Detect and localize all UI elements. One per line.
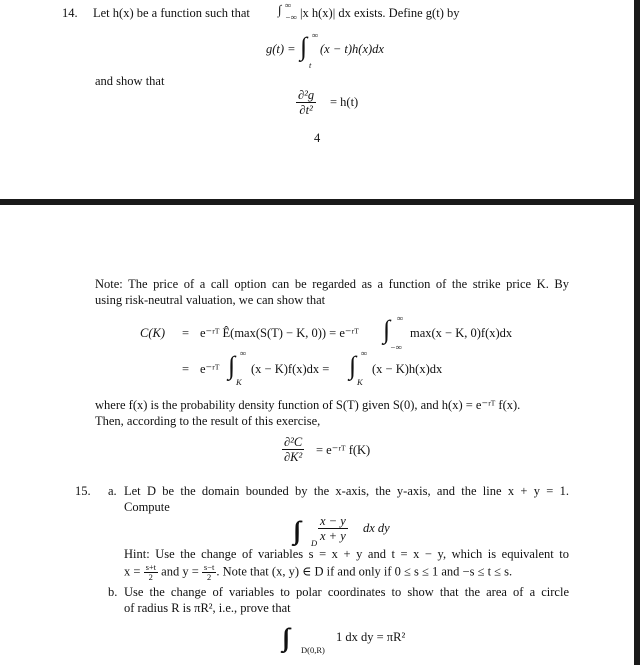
hint-line-1: Hint: Use the change of variables s = x + y and t = x − y, which is equivalent to <box>124 547 569 561</box>
part-a-fraction <box>318 514 348 543</box>
deriv-c-num: ∂²C <box>284 435 303 449</box>
deriv-c-den: ∂K² <box>284 450 303 464</box>
part-a-num: x − y <box>320 514 346 528</box>
part-a-label: a. <box>108 484 117 498</box>
deriv-g-rhs: = h(t) <box>330 95 359 109</box>
g-integral-sign: ∫ <box>300 32 308 61</box>
show-text: and show that <box>95 74 165 88</box>
problem-14-number: 14. <box>62 6 78 20</box>
where-line-1: where f(x) is the probability density function of S(T) given S(0), and h(x) = e⁻ʳᵀ f(x). <box>95 398 521 412</box>
eq1-upper: ∞ <box>397 313 404 323</box>
problem-14-intro-tail: |x h(x)| dx exists. Define g(t) by <box>300 6 460 20</box>
eq1-lower: −∞ <box>390 342 402 352</box>
part-a-domain: D <box>311 538 318 548</box>
eq2-b: (x − K)f(x)dx = <box>251 362 330 376</box>
deriv-g-den: ∂t² <box>299 103 313 117</box>
eq1-rhs: max(x − K, 0)f(x)dx <box>410 326 513 340</box>
g-def-rhs: (x − t)h(x)dx <box>320 42 384 56</box>
eq2-lower-2: K <box>357 377 363 387</box>
part-b-text-2: of radius R is πR², i.e., prove that <box>124 601 291 615</box>
deriv-g-num: ∂²g <box>298 88 315 102</box>
note-line-1: Note: The price of a call option can be regarded as a function of the strike price K. By <box>95 277 569 291</box>
hint-x-eq: x = <box>124 564 141 579</box>
page-number: 4 <box>314 131 321 145</box>
where-line-2: Then, according to the result of this exercise, <box>95 414 321 428</box>
part-b-double-integral: ∫∫ <box>282 623 285 652</box>
intro-int-lower: −∞ <box>285 12 297 22</box>
part-a-dxdy: dx dy <box>363 521 390 535</box>
hint-y-eq: and y = <box>161 564 199 579</box>
part-a-text: Let D be the domain bounded by the x-axis, the y-axis, and the line x + y = 1. <box>124 484 569 498</box>
hint-tail: . Note that (x, y) ∈ D if and only if 0 ≤ s ≤ 1 and −s ≤ t ≤ s. <box>216 564 513 579</box>
part-a-den: x + y <box>320 529 346 543</box>
eq1-lhs: C(K) <box>140 326 165 340</box>
part-b-rhs: 1 dx dy = πR² <box>336 630 406 644</box>
eq1-integral-sign: ∫ <box>383 315 391 344</box>
eq1-eq: = <box>182 326 190 340</box>
eq2-upper-1: ∞ <box>240 348 247 358</box>
page-bottom <box>0 205 634 665</box>
g-upper: ∞ <box>312 30 319 40</box>
hint-frac-1-den: 2 <box>148 572 153 582</box>
note-line-2: using risk-neutral valuation, we can show that <box>95 293 326 307</box>
problem-15-number: 15. <box>75 484 91 498</box>
eq2-c: (x − K)h(x)dx <box>372 362 443 376</box>
hint-frac-2 <box>202 563 216 582</box>
deriv-c-fraction <box>282 435 304 464</box>
eq2-a: e⁻ʳᵀ <box>200 362 220 376</box>
hint-frac-1-num: s+t <box>145 562 157 572</box>
hint-frac-2-den: 2 <box>207 572 212 582</box>
page-top <box>0 0 634 199</box>
hint-frac-2-num: s−t <box>203 562 215 572</box>
intro-int-upper: ∞ <box>285 0 292 10</box>
part-b-label: b. <box>108 585 118 599</box>
part-b-text-1: Use the change of variables to polar coordinates to show that the area of a circle <box>124 585 569 599</box>
problem-14-intro: Let h(x) be a function such that <box>93 6 250 20</box>
hint-line-2 <box>124 563 512 582</box>
eq2-integral-sign-1: ∫ <box>228 351 236 380</box>
eq2-eq: = <box>182 362 190 376</box>
eq2-lower-1: K <box>236 377 242 387</box>
integral-sign-1: ∫ <box>278 2 282 17</box>
deriv-g-fraction <box>296 88 316 117</box>
hint-frac-1 <box>144 563 158 582</box>
part-a-compute: Compute <box>124 500 170 514</box>
deriv-c-rhs: = e⁻ʳᵀ f(K) <box>316 443 371 457</box>
eq1-mid: e⁻ʳᵀ Ê(max(S(T) − K, 0)) = e⁻ʳᵀ <box>200 326 359 340</box>
g-def-lhs: g(t) = <box>266 42 296 56</box>
part-a-double-integral: ∫∫ <box>293 516 296 545</box>
eq2-integral-sign-2: ∫ <box>349 351 357 380</box>
g-lower: t <box>309 60 312 70</box>
eq2-upper-2: ∞ <box>361 348 368 358</box>
part-b-domain: D(0,R) <box>301 645 325 655</box>
